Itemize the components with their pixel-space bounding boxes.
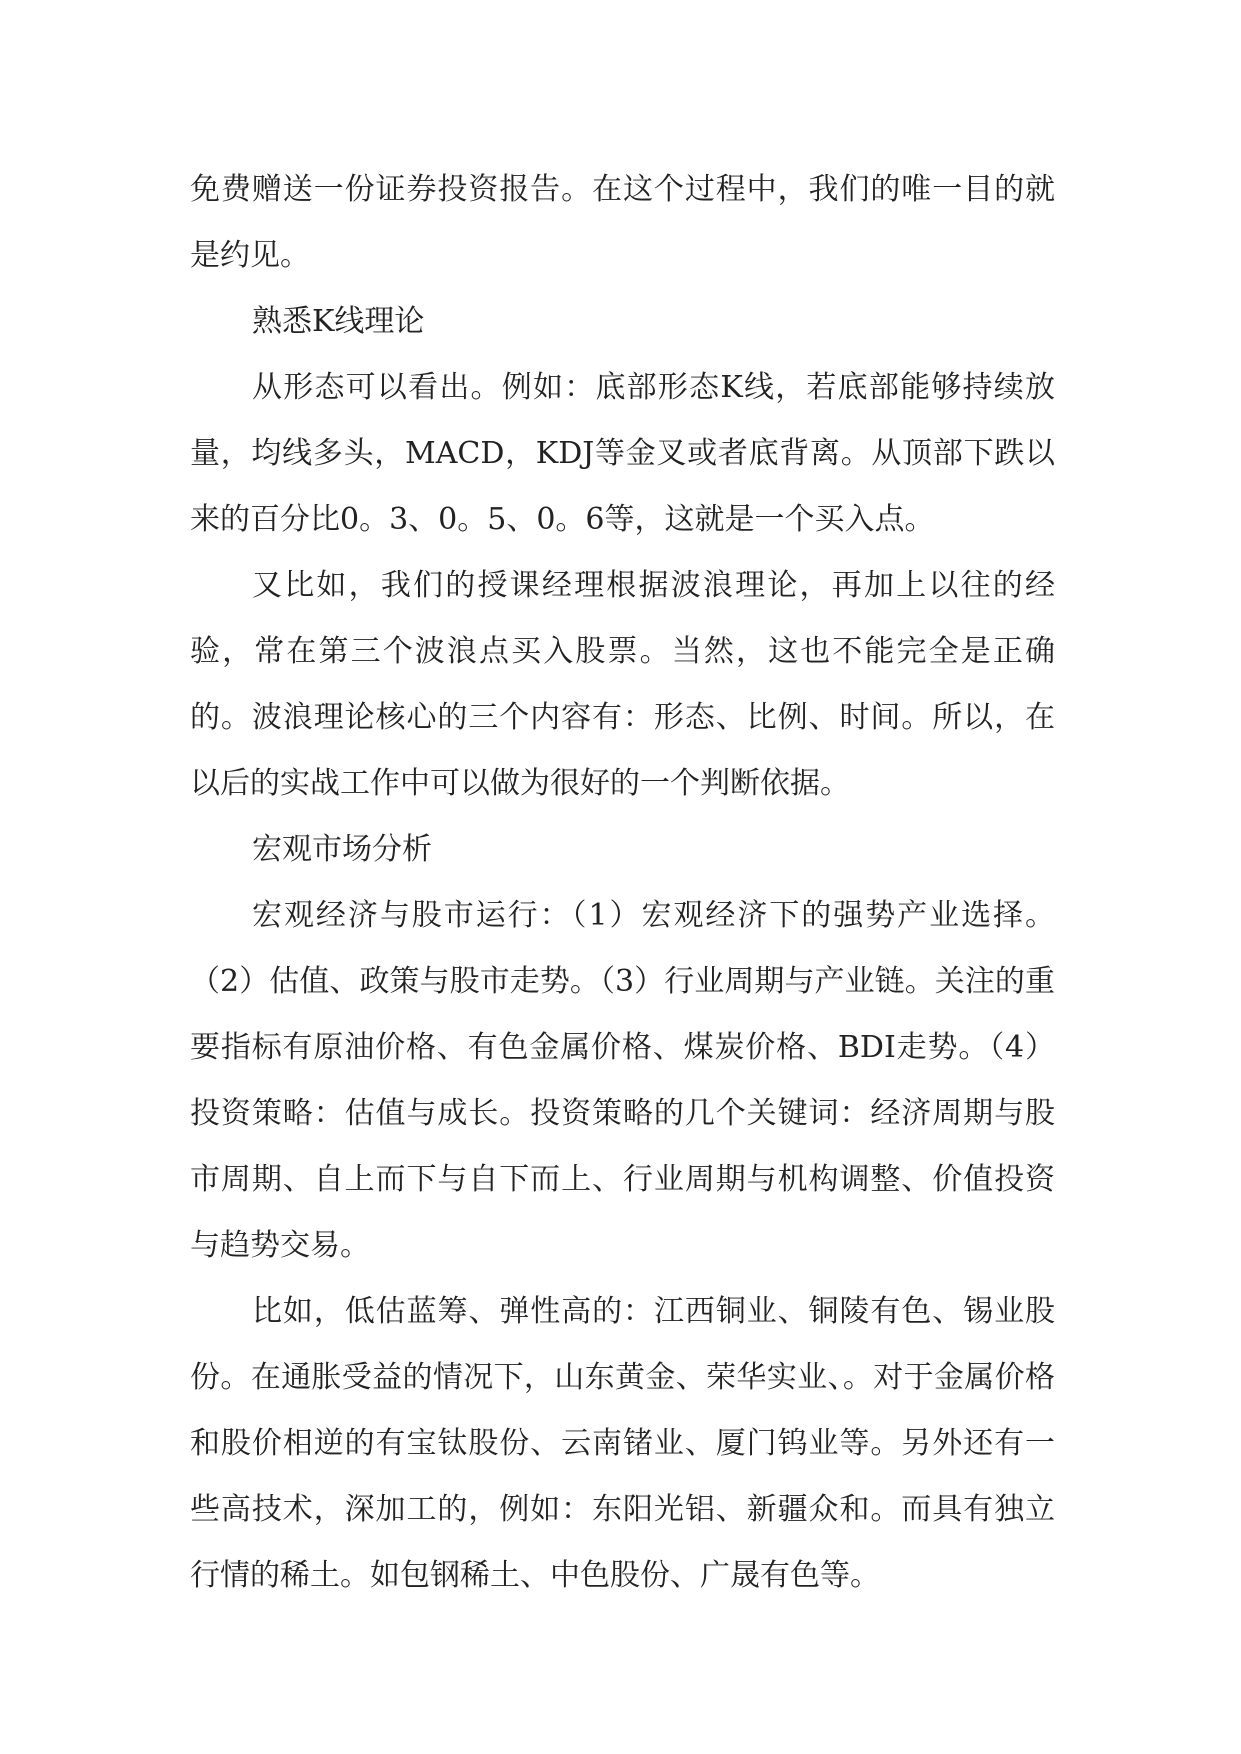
paragraph-stock-examples: 比如，低估蓝筹、弹性高的：江西铜业、铜陵有色、锡业股份。在通胀受益的情况下，山东黄金、荣华实业、。对于金属价格和股价相逆的有宝钛股份、云南锗业、厦门钨业等。另外还有一些高技术，深加工的，例如：东阳光铝、新疆众和。而具有独立行情的稀土。如包钢稀土、中色股份、广晟有色等。 bbox=[190, 1294, 1055, 1593]
section-heading-macro-analysis: 宏观市场分析 bbox=[252, 832, 432, 867]
paragraph-wave-theory: 又比如，我们的授课经理根据波浪理论，再加上以往的经验，常在第三个波浪点买入股票。当然，这也不能完全是正确的。波浪理论核心的三个内容有：形态、比例、时间。所以，在以后的实战工作中可以做为很好的一个判断依据。 bbox=[190, 568, 1055, 801]
section-heading-k-line-theory: 熟悉K线理论 bbox=[252, 304, 425, 339]
document-body bbox=[190, 157, 1055, 1609]
paragraph-macro-economy: 宏观经济与股市运行：（1）宏观经济下的强势产业选择。（2）估值、政策与股市走势。（3）行业周期与产业链。关注的重要指标有原油价格、有色金属价格、煤炭价格、BDI走势。（4）投资策略：估值与成长。投资策略的几个关键词：经济周期与股市周期、自上而下与自下而上、行业周期与机构调整、价值投资与趋势交易。 bbox=[190, 898, 1055, 1263]
paragraph-k-line-form: 从形态可以看出。例如：底部形态K线，若底部能够持续放量，均线多头，MACD，KDJ等金叉或者底背离。从顶部下跌以来的百分比0。3、0。5、0。6等，这就是一个买入点。 bbox=[190, 370, 1055, 537]
paragraph-intro-continued: 免费赠送一份证券投资报告。在这个过程中，我们的唯一目的就是约见。 bbox=[190, 172, 1055, 273]
